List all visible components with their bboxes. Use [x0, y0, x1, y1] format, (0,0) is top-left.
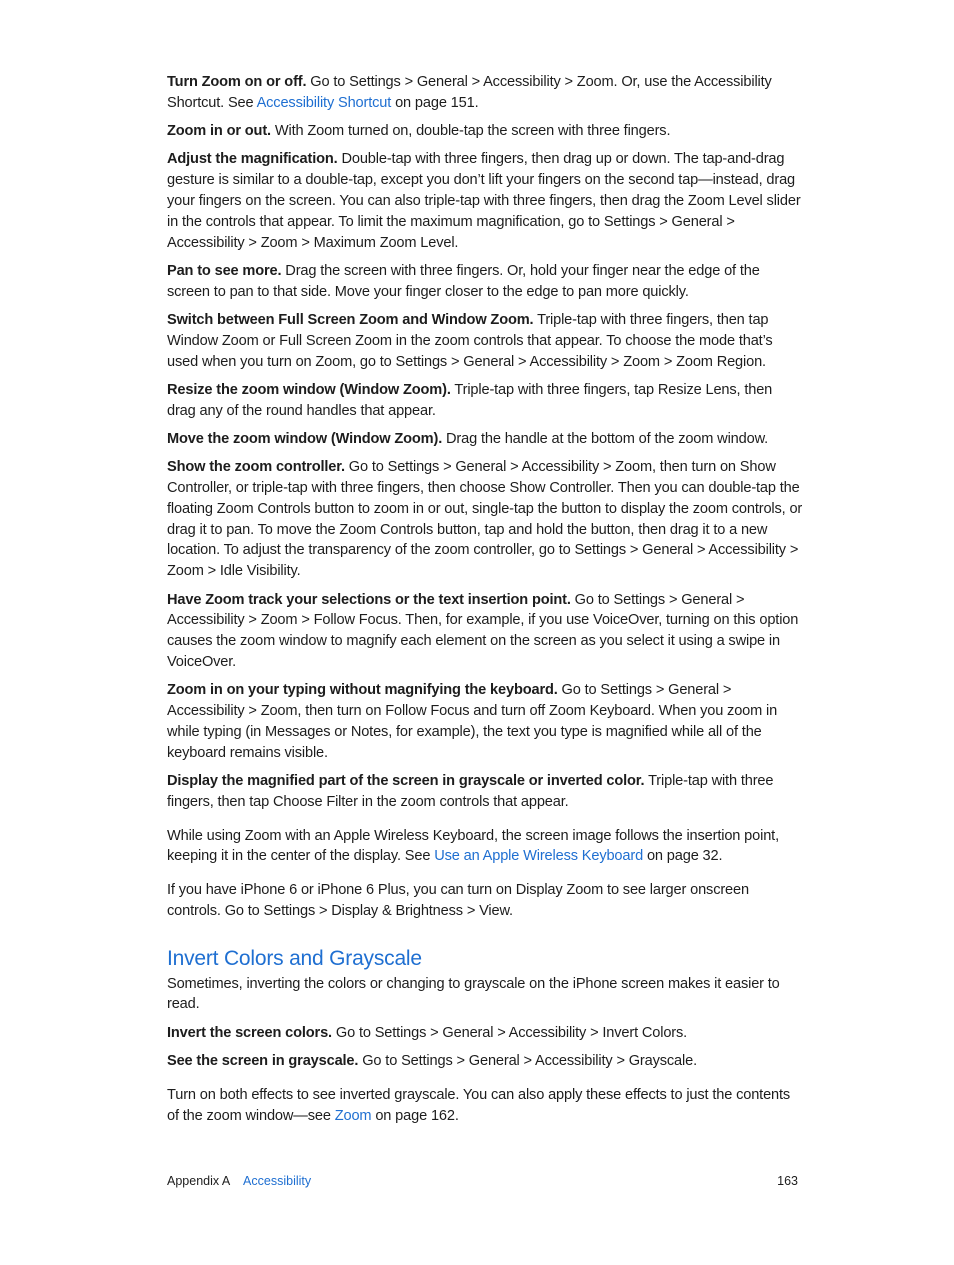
tip-label: Have Zoom track your selections or the text insertion point.: [167, 591, 571, 608]
body-text: With Zoom turned on, double-tap the screen with three fingers.: [270, 123, 671, 140]
tip-label: Zoom in or out.: [167, 123, 271, 140]
body-text: Go to Settings > General > Accessibility > Invert Colors.: [331, 1024, 688, 1041]
tip-label: Adjust the magnification.: [167, 151, 338, 168]
cross-reference-link[interactable]: Use an Apple Wireless Keyboard: [434, 848, 644, 865]
body-text: While using Zoom with an Apple Wireless Keyboard, the screen image follows the insertion point, keeping it in the center of the display. See: [167, 827, 779, 865]
body-text: Double-tap with three fingers, then drag up or down. The tap-and-drag gesture is similar to a double-tap, except you don’t lift your fingers on the second tap—instead, drag your fingers on the screen. You can also triple-tap with three fingers, then drag the Zoom Level slider in the controls that appear. To limit the maximum magnification, go to Settings > General > Accessibility > Zoom > Maximum Zoom Level.: [167, 151, 801, 251]
tip-label: Move the zoom window (Window Zoom).: [167, 430, 443, 447]
zoom-tips: [167, 72, 803, 813]
tip-label: Invert the screen colors.: [167, 1024, 332, 1041]
body-text: Go to Settings > General > Accessibility > Zoom, then turn on Follow Focus and turn off Zoom Keyboard. When you zoom in while typing (in Messages or Notes, for example), the text you type is magnified while all of the keyboard remains visible.: [167, 682, 778, 761]
tip-label: Turn Zoom on or off.: [167, 74, 307, 90]
footer-chapter-link[interactable]: Accessibility: [243, 1174, 312, 1188]
tip-label: See the screen in grayscale.: [167, 1053, 359, 1070]
page-number: 163: [777, 1174, 798, 1188]
page-content: [167, 72, 803, 1139]
body-text: on page 32.: [643, 848, 723, 865]
body-text: Triple-tap with three fingers, tap Resize Lens, then drag any of the round handles that appear.: [167, 381, 773, 419]
tip-turn-zoom-on-off: [167, 72, 803, 114]
body-text: on page 162.: [371, 1107, 459, 1124]
body-text: Go to Settings > General > Accessibility > Zoom, then turn on Show Controller, or triple-tap with three fingers, then choose Show Controller. Then you can double-tap the floating Zoom Controls button to zoom in or out, single-tap the button to display the zoom controls, or drag it to pan. To move the Zoom Controls button, tap and hold the button, then drag it to a new location. To adjust the transparency of the zoom controller, go to Settings > General > Accessibility > Zoom > Idle Visibility.: [167, 459, 803, 580]
footer-appendix: Appendix A: [167, 1174, 230, 1188]
tip-show-controller: [167, 457, 803, 582]
tip-label: Switch between Full Screen Zoom and Window Zoom.: [167, 311, 534, 328]
body-text: Go to Settings > General > Accessibility > Zoom > Follow Focus. Then, for example, if you use VoiceOver, turning on this option causes the zoom window to magnify each element on the screen as you select it using a swipe in VoiceOver.: [167, 591, 799, 670]
body-text: Go to Settings > General > Accessibility > Grayscale.: [358, 1053, 697, 1070]
tip-adjust-magnification: [167, 149, 803, 253]
tip-label: Resize the zoom window (Window Zoom).: [167, 381, 451, 398]
tip-grayscale-inverted: [167, 771, 803, 813]
paragraph-display-zoom: [167, 880, 803, 922]
tip-label: Pan to see more.: [167, 262, 282, 279]
cross-reference-link[interactable]: Accessibility Shortcut: [256, 94, 392, 111]
body-text: Turn on both effects to see inverted grayscale. You can also apply these effects to just the contents of the zoom window—see: [167, 1086, 791, 1124]
tip-label: Zoom in on your typing without magnifying the keyboard.: [167, 682, 558, 699]
paragraph-closing: [167, 1085, 803, 1127]
section-intro: Sometimes, inverting the colors or changing to grayscale on the iPhone screen makes it easier to read.: [167, 975, 780, 1013]
paragraph-wireless-keyboard: [167, 826, 803, 868]
body-text: Drag the screen with three fingers. Or, hold your finger near the edge of the screen to pan to that side. Move your finger closer to the edge to pan more quickly.: [167, 262, 760, 300]
body-text: Go to Settings > General > Accessibility > Zoom. Or, use the Accessibility Shortcut. See: [167, 74, 772, 111]
tip-pan: [167, 261, 803, 303]
tip-grayscale: [167, 1051, 803, 1072]
body-text: Triple-tap with three fingers, then tap Choose Filter in the zoom controls that appear.: [167, 772, 774, 810]
body-text: Drag the handle at the bottom of the zoom window.: [442, 430, 769, 447]
section-heading: Invert Colors and Grayscale: [167, 946, 422, 970]
tip-track-selections: [167, 590, 803, 673]
tip-zoom-in-out: [167, 121, 803, 142]
tip-label: Display the magnified part of the screen in grayscale or inverted color.: [167, 772, 645, 789]
tip-zoom-typing: [167, 680, 803, 763]
cross-reference-link[interactable]: Zoom: [334, 1107, 372, 1124]
tip-resize-window: [167, 380, 803, 422]
tip-invert-colors: [167, 1023, 803, 1044]
tip-switch-zoom-mode: [167, 310, 803, 372]
body-text: on page 151.: [391, 94, 479, 111]
body-text: If you have iPhone 6 or iPhone 6 Plus, you can turn on Display Zoom to see larger onscreen controls. Go to Settings > Display & Brightness > View.: [167, 882, 749, 919]
tip-move-window: [167, 429, 803, 450]
tip-label: Show the zoom controller.: [167, 459, 345, 476]
body-text: Triple-tap with three fingers, then tap Window Zoom or Full Screen Zoom in the zoom controls that appear. To choose the mode that’s used when you turn on Zoom, go to Settings > General > Accessibility > Zoom > Zoom Region.: [167, 311, 773, 370]
page-footer: [167, 1172, 798, 1190]
